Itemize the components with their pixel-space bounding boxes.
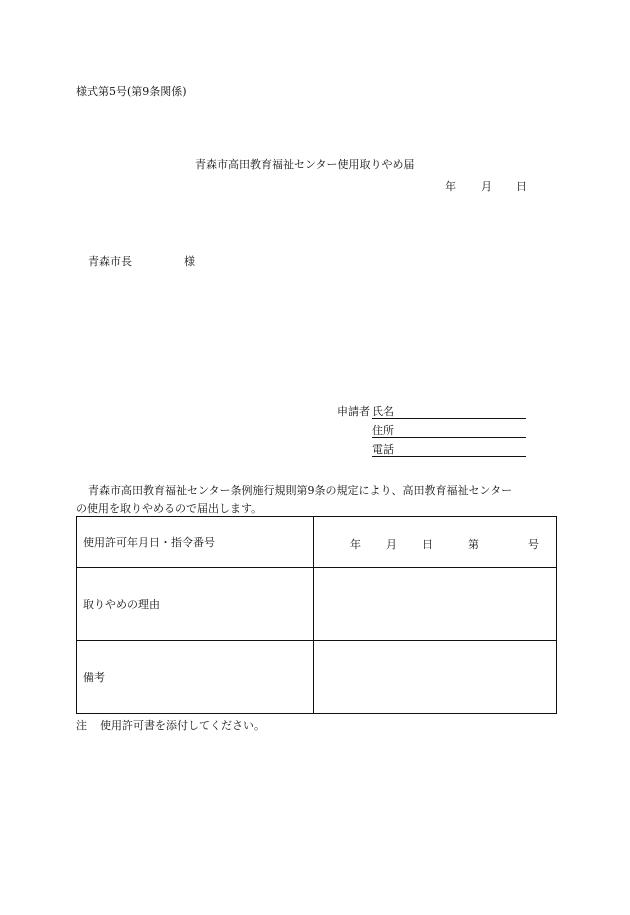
applicant-address-label: 住所 (372, 424, 394, 437)
permit-day-label: 日 (422, 538, 433, 551)
footnote-mark: 注 (76, 719, 87, 732)
permit-number-suffix: 号 (528, 538, 539, 551)
applicant-name-label: 氏名 (372, 405, 394, 418)
permit-year-label: 年 (350, 538, 361, 551)
document-title: 青森市高田教育福祉センター使用取りやめ届 (195, 158, 415, 171)
body-line-1: 青森市高田教育福祉センター条例施行規則第9条の規定により、高田教育福祉センター (88, 484, 513, 497)
cancel-reason-field[interactable] (314, 568, 557, 641)
applicant-phone-label: 電話 (372, 443, 394, 456)
table-row (77, 641, 557, 714)
permit-month-label: 月 (386, 538, 397, 551)
applicant-address-field[interactable] (372, 425, 526, 438)
permit-date-number-label: 使用許可年月日・指令番号 (77, 517, 314, 568)
date-month-label: 月 (481, 180, 492, 193)
table-row (77, 568, 557, 641)
remarks-field[interactable] (314, 641, 557, 714)
applicant-label: 申請者 (337, 405, 370, 418)
footnote-text: 使用許可書を添付してください。 (100, 719, 265, 732)
body-line-2: の使用を取りやめるので届出します。 (76, 502, 263, 515)
body-paragraph (76, 482, 556, 518)
permit-date-number-field[interactable] (314, 517, 557, 568)
form-number: 様式第5号(第9条関係) (76, 85, 187, 98)
date-year-label: 年 (445, 180, 456, 193)
remarks-label: 備考 (77, 641, 314, 714)
permit-number-prefix: 第 (468, 538, 479, 551)
form-table (76, 516, 557, 714)
applicant-phone-field[interactable] (372, 444, 526, 457)
cancel-reason-label: 取りやめの理由 (77, 568, 314, 641)
addressee: 青森市長 (88, 255, 132, 268)
footnote (76, 720, 265, 731)
applicant-name-field[interactable] (372, 406, 526, 419)
date-day-label: 日 (516, 180, 527, 193)
addressee-honorific: 様 (184, 255, 195, 268)
table-row (77, 517, 557, 568)
